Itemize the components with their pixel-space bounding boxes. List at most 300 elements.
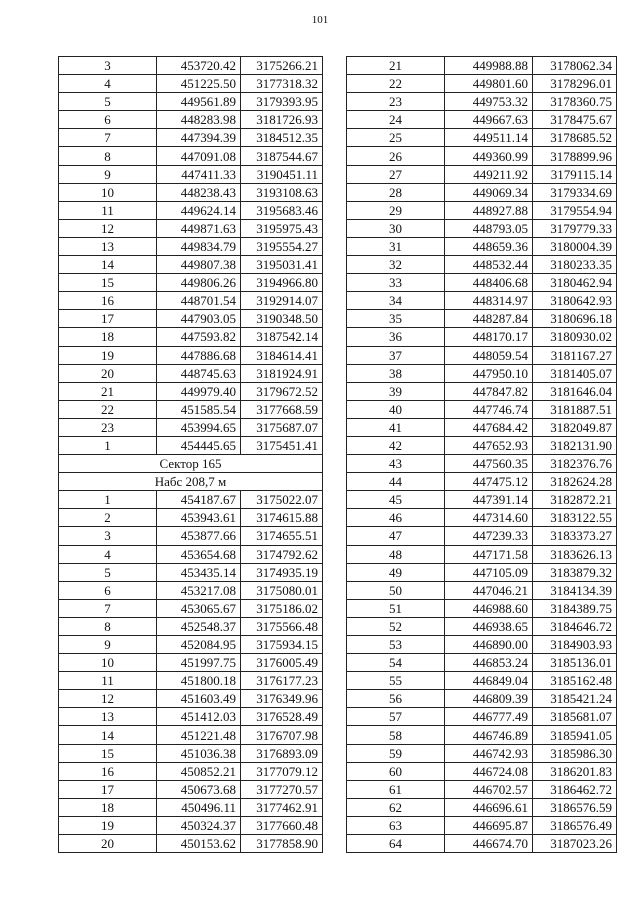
table-row [59, 274, 323, 292]
table-row [347, 382, 617, 400]
y-coordinate: 3185421.24 [533, 690, 617, 708]
table-row [59, 816, 323, 834]
table-row [59, 636, 323, 654]
y-coordinate: 3182624.28 [533, 473, 617, 491]
x-coordinate: 449979.40 [157, 382, 241, 400]
point-number: 19 [59, 816, 157, 834]
point-number: 8 [59, 617, 157, 635]
y-coordinate: 3184614.41 [241, 346, 323, 364]
y-coordinate: 3178899.96 [533, 147, 617, 165]
x-coordinate: 451412.03 [157, 708, 241, 726]
table-row [347, 274, 617, 292]
point-number: 22 [347, 75, 445, 93]
y-coordinate: 3175022.07 [241, 491, 323, 509]
point-number: 18 [59, 328, 157, 346]
y-coordinate: 3182872.21 [533, 491, 617, 509]
y-coordinate: 3177462.91 [241, 798, 323, 816]
x-coordinate: 447746.74 [445, 400, 533, 418]
x-coordinate: 447950.10 [445, 364, 533, 382]
point-number: 36 [347, 328, 445, 346]
table-row [59, 75, 323, 93]
right-table-rows [347, 57, 617, 853]
y-coordinate: 3176005.49 [241, 654, 323, 672]
point-number: 11 [59, 672, 157, 690]
x-coordinate: 453654.68 [157, 545, 241, 563]
table-row [347, 292, 617, 310]
table-row [347, 57, 617, 75]
y-coordinate: 3182376.76 [533, 455, 617, 473]
point-number: 64 [347, 835, 445, 853]
x-coordinate: 446742.93 [445, 744, 533, 762]
point-number: 35 [347, 310, 445, 328]
y-coordinate: 3174792.62 [241, 545, 323, 563]
point-number: 22 [59, 400, 157, 418]
x-coordinate: 452084.95 [157, 636, 241, 654]
x-coordinate: 451225.50 [157, 75, 241, 93]
point-number: 17 [59, 780, 157, 798]
point-number: 14 [59, 256, 157, 274]
point-number: 30 [347, 219, 445, 237]
sector-subtitle-row [59, 473, 323, 491]
point-number: 21 [59, 382, 157, 400]
x-coordinate: 451585.54 [157, 400, 241, 418]
y-coordinate: 3186462.72 [533, 780, 617, 798]
x-coordinate: 446702.57 [445, 780, 533, 798]
x-coordinate: 449561.89 [157, 93, 241, 111]
point-number: 16 [59, 292, 157, 310]
y-coordinate: 3174655.51 [241, 527, 323, 545]
sector-title: Сектор 165 [59, 455, 323, 473]
y-coordinate: 3182131.90 [533, 436, 617, 454]
table-row [347, 455, 617, 473]
x-coordinate: 448745.63 [157, 364, 241, 382]
table-row [59, 726, 323, 744]
table-row [59, 111, 323, 129]
point-number: 59 [347, 744, 445, 762]
table-row [347, 835, 617, 853]
point-number: 31 [347, 237, 445, 255]
x-coordinate: 447475.12 [445, 473, 533, 491]
x-coordinate: 446674.70 [445, 835, 533, 853]
point-number: 50 [347, 581, 445, 599]
table-row [347, 581, 617, 599]
y-coordinate: 3185986.30 [533, 744, 617, 762]
y-coordinate: 3187542.14 [241, 328, 323, 346]
y-coordinate: 3180696.18 [533, 310, 617, 328]
table-row [59, 201, 323, 219]
table-row [347, 364, 617, 382]
point-number: 32 [347, 256, 445, 274]
sector-subtitle: Набс 208,7 м [59, 473, 323, 491]
table-row [59, 527, 323, 545]
table-row [59, 780, 323, 798]
table-row [347, 798, 617, 816]
table-row [347, 636, 617, 654]
y-coordinate: 3177318.32 [241, 75, 323, 93]
y-coordinate: 3182049.87 [533, 418, 617, 436]
x-coordinate: 448170.17 [445, 328, 533, 346]
x-coordinate: 447593.82 [157, 328, 241, 346]
point-number: 42 [347, 436, 445, 454]
y-coordinate: 3179672.52 [241, 382, 323, 400]
point-number: 9 [59, 165, 157, 183]
x-coordinate: 451036.38 [157, 744, 241, 762]
point-number: 25 [347, 129, 445, 147]
table-row [59, 654, 323, 672]
x-coordinate: 450673.68 [157, 780, 241, 798]
y-coordinate: 3181726.93 [241, 111, 323, 129]
x-coordinate: 447394.39 [157, 129, 241, 147]
x-coordinate: 449753.32 [445, 93, 533, 111]
table-row [59, 328, 323, 346]
x-coordinate: 446890.00 [445, 636, 533, 654]
x-coordinate: 449211.92 [445, 165, 533, 183]
point-number: 39 [347, 382, 445, 400]
point-number: 10 [59, 654, 157, 672]
x-coordinate: 451603.49 [157, 690, 241, 708]
y-coordinate: 3179554.94 [533, 201, 617, 219]
x-coordinate: 448793.05 [445, 219, 533, 237]
table-row [347, 93, 617, 111]
y-coordinate: 3190451.11 [241, 165, 323, 183]
sector-header [59, 455, 323, 491]
x-coordinate: 447560.35 [445, 455, 533, 473]
x-coordinate: 448287.84 [445, 310, 533, 328]
y-coordinate: 3183626.13 [533, 545, 617, 563]
point-number: 19 [59, 346, 157, 364]
table-row [59, 798, 323, 816]
x-coordinate: 447314.60 [445, 509, 533, 527]
table-row [59, 292, 323, 310]
point-number: 56 [347, 690, 445, 708]
table-row [59, 400, 323, 418]
table-row [347, 147, 617, 165]
x-coordinate: 454187.67 [157, 491, 241, 509]
point-number: 4 [59, 545, 157, 563]
table-row [59, 563, 323, 581]
table-row [347, 780, 617, 798]
x-coordinate: 449807.38 [157, 256, 241, 274]
table-row [347, 690, 617, 708]
y-coordinate: 3175451.41 [241, 436, 323, 454]
point-number: 9 [59, 636, 157, 654]
table-row [59, 57, 323, 75]
y-coordinate: 3177270.57 [241, 780, 323, 798]
x-coordinate: 453065.67 [157, 599, 241, 617]
x-coordinate: 447239.33 [445, 527, 533, 545]
point-number: 44 [347, 473, 445, 491]
point-number: 61 [347, 780, 445, 798]
y-coordinate: 3178296.01 [533, 75, 617, 93]
x-coordinate: 453994.65 [157, 418, 241, 436]
x-coordinate: 446724.08 [445, 762, 533, 780]
table-row [347, 129, 617, 147]
table-row [59, 237, 323, 255]
table-row [59, 147, 323, 165]
y-coordinate: 3183122.55 [533, 509, 617, 527]
x-coordinate: 449624.14 [157, 201, 241, 219]
table-row [347, 75, 617, 93]
y-coordinate: 3176177.23 [241, 672, 323, 690]
y-coordinate: 3183373.27 [533, 527, 617, 545]
point-number: 60 [347, 762, 445, 780]
point-number: 20 [59, 364, 157, 382]
point-number: 47 [347, 527, 445, 545]
table-row [347, 256, 617, 274]
y-coordinate: 3186576.49 [533, 816, 617, 834]
point-number: 18 [59, 798, 157, 816]
y-coordinate: 3180004.39 [533, 237, 617, 255]
y-coordinate: 3179393.95 [241, 93, 323, 111]
x-coordinate: 446696.61 [445, 798, 533, 816]
y-coordinate: 3180930.02 [533, 328, 617, 346]
y-coordinate: 3177079.12 [241, 762, 323, 780]
point-number: 23 [59, 418, 157, 436]
point-number: 8 [59, 147, 157, 165]
table-row [347, 328, 617, 346]
table-row [347, 672, 617, 690]
x-coordinate: 447652.93 [445, 436, 533, 454]
y-coordinate: 3175080.01 [241, 581, 323, 599]
point-number: 33 [347, 274, 445, 292]
x-coordinate: 448659.36 [445, 237, 533, 255]
x-coordinate: 448314.97 [445, 292, 533, 310]
table-row [347, 816, 617, 834]
x-coordinate: 449360.99 [445, 147, 533, 165]
x-coordinate: 453720.42 [157, 57, 241, 75]
table-row [59, 509, 323, 527]
point-number: 54 [347, 654, 445, 672]
y-coordinate: 3185136.01 [533, 654, 617, 672]
y-coordinate: 3184134.39 [533, 581, 617, 599]
point-number: 5 [59, 93, 157, 111]
x-coordinate: 447391.14 [445, 491, 533, 509]
y-coordinate: 3184646.72 [533, 617, 617, 635]
y-coordinate: 3178062.34 [533, 57, 617, 75]
point-number: 27 [347, 165, 445, 183]
y-coordinate: 3195554.27 [241, 237, 323, 255]
table-row [59, 545, 323, 563]
table-row [59, 364, 323, 382]
table-row [347, 527, 617, 545]
x-coordinate: 448238.43 [157, 183, 241, 201]
point-number: 41 [347, 418, 445, 436]
point-number: 5 [59, 563, 157, 581]
table-row [59, 690, 323, 708]
table-row [347, 436, 617, 454]
point-number: 45 [347, 491, 445, 509]
x-coordinate: 450324.37 [157, 816, 241, 834]
table-row [347, 509, 617, 527]
y-coordinate: 3177668.59 [241, 400, 323, 418]
y-coordinate: 3174935.19 [241, 563, 323, 581]
x-coordinate: 453943.61 [157, 509, 241, 527]
sector-title-row [59, 455, 323, 473]
point-number: 7 [59, 599, 157, 617]
left-coordinates-table [58, 56, 323, 853]
x-coordinate: 448532.44 [445, 256, 533, 274]
y-coordinate: 3181167.27 [533, 346, 617, 364]
table-row [59, 436, 323, 454]
y-coordinate: 3178685.52 [533, 129, 617, 147]
point-number: 12 [59, 219, 157, 237]
table-row [59, 708, 323, 726]
table-row [59, 93, 323, 111]
table-row [347, 744, 617, 762]
point-number: 12 [59, 690, 157, 708]
table-row [59, 129, 323, 147]
table-row [347, 654, 617, 672]
x-coordinate: 446938.65 [445, 617, 533, 635]
table-row [59, 346, 323, 364]
x-coordinate: 451800.18 [157, 672, 241, 690]
x-coordinate: 446849.04 [445, 672, 533, 690]
point-number: 43 [347, 455, 445, 473]
point-number: 3 [59, 527, 157, 545]
y-coordinate: 3181646.04 [533, 382, 617, 400]
y-coordinate: 3190348.50 [241, 310, 323, 328]
right-coordinates-table [346, 56, 617, 853]
y-coordinate: 3180642.93 [533, 292, 617, 310]
y-coordinate: 3179779.33 [533, 219, 617, 237]
point-number: 23 [347, 93, 445, 111]
point-number: 6 [59, 581, 157, 599]
point-number: 34 [347, 292, 445, 310]
y-coordinate: 3186201.83 [533, 762, 617, 780]
point-number: 13 [59, 237, 157, 255]
point-number: 28 [347, 183, 445, 201]
x-coordinate: 450153.62 [157, 835, 241, 853]
x-coordinate: 449667.63 [445, 111, 533, 129]
y-coordinate: 3175266.21 [241, 57, 323, 75]
x-coordinate: 449871.63 [157, 219, 241, 237]
table-row [347, 237, 617, 255]
x-coordinate: 453435.14 [157, 563, 241, 581]
table-row [347, 400, 617, 418]
table-row [59, 165, 323, 183]
table-row [59, 617, 323, 635]
y-coordinate: 3184389.75 [533, 599, 617, 617]
y-coordinate: 3184512.35 [241, 129, 323, 147]
point-number: 7 [59, 129, 157, 147]
point-number: 57 [347, 708, 445, 726]
y-coordinate: 3175566.48 [241, 617, 323, 635]
x-coordinate: 446746.89 [445, 726, 533, 744]
table-row [347, 418, 617, 436]
table-row [59, 744, 323, 762]
y-coordinate: 3195975.43 [241, 219, 323, 237]
left-table-bottom-rows [59, 491, 323, 853]
x-coordinate: 446809.39 [445, 690, 533, 708]
y-coordinate: 3175934.15 [241, 636, 323, 654]
point-number: 15 [59, 744, 157, 762]
x-coordinate: 449834.79 [157, 237, 241, 255]
x-coordinate: 449511.14 [445, 129, 533, 147]
y-coordinate: 3193108.63 [241, 183, 323, 201]
x-coordinate: 446695.87 [445, 816, 533, 834]
point-number: 10 [59, 183, 157, 201]
x-coordinate: 447847.82 [445, 382, 533, 400]
table-row [59, 599, 323, 617]
x-coordinate: 446853.24 [445, 654, 533, 672]
table-row [347, 201, 617, 219]
y-coordinate: 3194966.80 [241, 274, 323, 292]
y-coordinate: 3175186.02 [241, 599, 323, 617]
table-row [347, 346, 617, 364]
page-number: 101 [311, 14, 329, 26]
y-coordinate: 3195031.41 [241, 256, 323, 274]
point-number: 49 [347, 563, 445, 581]
table-row [347, 219, 617, 237]
x-coordinate: 447171.58 [445, 545, 533, 563]
point-number: 17 [59, 310, 157, 328]
point-number: 58 [347, 726, 445, 744]
point-number: 1 [59, 436, 157, 454]
y-coordinate: 3181405.07 [533, 364, 617, 382]
point-number: 6 [59, 111, 157, 129]
table-row [59, 491, 323, 509]
point-number: 62 [347, 798, 445, 816]
table-row [347, 726, 617, 744]
table-row [347, 111, 617, 129]
x-coordinate: 451221.48 [157, 726, 241, 744]
point-number: 11 [59, 201, 157, 219]
table-row [59, 219, 323, 237]
x-coordinate: 448059.54 [445, 346, 533, 364]
point-number: 20 [59, 835, 157, 853]
table-row [347, 473, 617, 491]
point-number: 52 [347, 617, 445, 635]
point-number: 29 [347, 201, 445, 219]
point-number: 2 [59, 509, 157, 527]
y-coordinate: 3180233.35 [533, 256, 617, 274]
y-coordinate: 3178475.67 [533, 111, 617, 129]
x-coordinate: 453217.08 [157, 581, 241, 599]
x-coordinate: 447411.33 [157, 165, 241, 183]
x-coordinate: 453877.66 [157, 527, 241, 545]
y-coordinate: 3174615.88 [241, 509, 323, 527]
y-coordinate: 3187544.67 [241, 147, 323, 165]
x-coordinate: 449801.60 [445, 75, 533, 93]
y-coordinate: 3183879.32 [533, 563, 617, 581]
x-coordinate: 447091.08 [157, 147, 241, 165]
y-coordinate: 3176349.96 [241, 690, 323, 708]
y-coordinate: 3176893.09 [241, 744, 323, 762]
x-coordinate: 448406.68 [445, 274, 533, 292]
point-number: 14 [59, 726, 157, 744]
x-coordinate: 447903.05 [157, 310, 241, 328]
table-row [59, 581, 323, 599]
x-coordinate: 450852.21 [157, 762, 241, 780]
table-row [347, 165, 617, 183]
point-number: 37 [347, 346, 445, 364]
y-coordinate: 3175687.07 [241, 418, 323, 436]
x-coordinate: 449806.26 [157, 274, 241, 292]
table-row [59, 310, 323, 328]
x-coordinate: 449988.88 [445, 57, 533, 75]
x-coordinate: 448283.98 [157, 111, 241, 129]
x-coordinate: 447046.21 [445, 581, 533, 599]
left-table-top-rows [59, 57, 323, 455]
table-row [347, 310, 617, 328]
point-number: 4 [59, 75, 157, 93]
table-row [59, 672, 323, 690]
y-coordinate: 3180462.94 [533, 274, 617, 292]
y-coordinate: 3181924.91 [241, 364, 323, 382]
y-coordinate: 3177858.90 [241, 835, 323, 853]
table-row [347, 762, 617, 780]
point-number: 3 [59, 57, 157, 75]
